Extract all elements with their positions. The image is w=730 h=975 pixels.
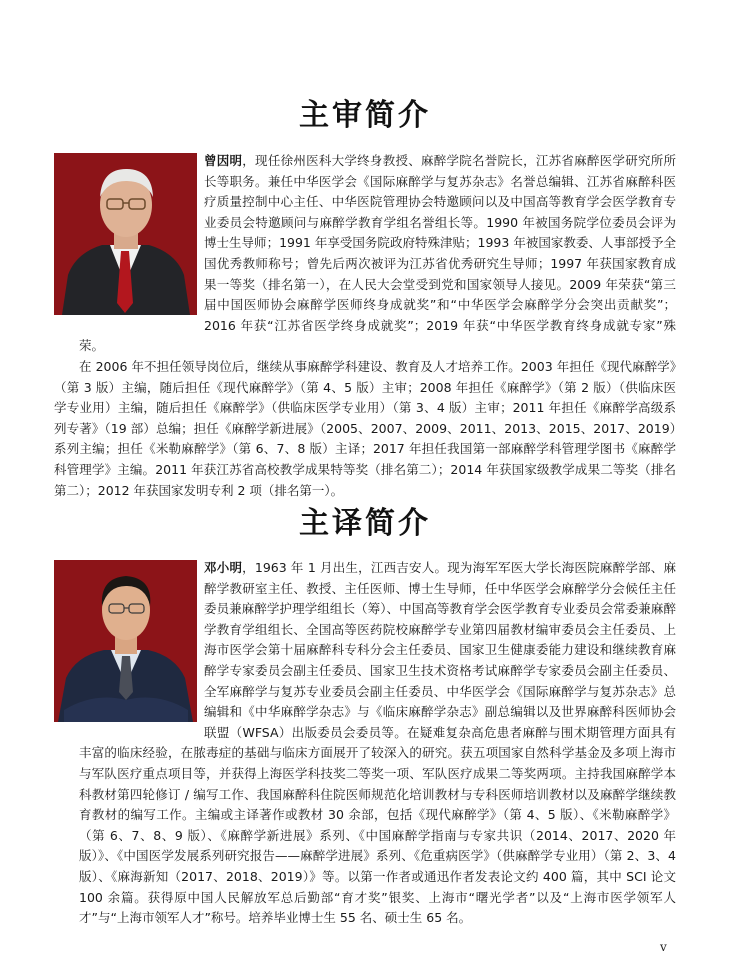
bio-chief-reviewer: [54, 151, 676, 501]
page-number: v: [660, 940, 667, 954]
bio-paragraph: 在 2006 年不担任领导岗位后，继续从事麻醉学科建设、教育及人才培养工作。2003 年担任《现代麻醉学》（第 3 版）主编，随后担任《现代麻醉学》（第 4、5 版）主审；2008 年担任《麻醉学》（第 2 版）（供临床医学专业用）主编，随后担任《麻醉学》（供临床医学专业用）（第 3、4 版）主审；2011 年担任《麻醉学高级系列专著》（19 部）总编；担任《麻醉学新进展》（2005、2007、2009、2011、2013、2015、2017、2019）系列主编；担任《米勒麻醉学》（第 6、7、8 版）主译；2017 年担任我国第一部麻醉学科管理学图书《麻醉学科管理学》主编。2011 年获江苏省高校教学成果特等奖（排名第二）；2014 年获国家级教学成果二等奖（排名第二）；2012 年获国家发明专利 2 项（排名第一）。: [54, 358, 676, 498]
bio-intro-text: ，现任徐州医科大学终身教授、麻醉学院名誉院长，江苏省麻醉医学研究所所长等职务。兼任中华医学会《国际麻醉学与复苏杂志》名誉总编辑、江苏省麻醉科医疗质量控制中心主任、中华医院管理协会特邀顾问以及中国高等教育学会医学教育专业委员会特邀顾问与麻醉学教育学组名誉组长等。1990 年被国务院学位委员会评为博士生导师；1991 年享受国务院政府特殊津贴；1993 年被国家教委、人事部授予全国优秀教师称号；曾先后两次被评为江苏省优秀研究生导师；1997 年获国家教育成果一等奖（排名第一），在人民大会堂受到党和国家领导人接见。2009 年荣获“第三届中国医师协会麻醉学医师终身成就奖”和“中华医学会麻醉学分会突出贡献奖”；2016 年获“江苏省医学终身成就奖”；2019 年获“中华医学教育终身成就专家”殊荣。: [79, 153, 676, 354]
person-name: 曾因明: [204, 153, 243, 168]
section-title-chief-translator: 主译简介: [299, 506, 431, 541]
bio-intro-text: ，1963 年 1 月出生，江西吉安人。现为海军军医大学长海医院麻醉学部、麻醉学教研室主任、教授、主任医师、博士生导师，任中华医学会麻醉学分会候任主任委员兼麻醉学护理学组组长（筹）、中国高等教育学会医学教育专业委员会常委兼麻醉学教育学组组长、全国高等医药院校麻醉学专业第四届教材编审委员会主任委员、上海市医学会第十届麻醉科专科分会主任委员、国家卫生健康委能力建设和继续教育麻醉学专家委员会副主任委员、国家卫生技术资格考试麻醉学专家委员会副主任委员、全军麻醉学与复苏专业委员会副主任委员、中华医学会《国际麻醉学与复苏杂志》总编辑和《中华麻醉学杂志》与《临床麻醉学杂志》副总编辑以及世界麻醉科医师协会联盟（WFSA）出版委员会委员等。在疑难复杂高危患者麻醉与围术期管理方面具有丰富的临床经验，在脓毒症的基础与临床方面展开了较深入的研究。获五项国家自然科学基金及多项上海市与军队医疗重点项目等，并获得上海医学科技奖二等奖一项、军队医疗成果二等奖两项。主持我国麻醉学本科教材第四轮修订 / 编写工作、我国麻醉科住院医师规范化培训教材与专科医师培训教材以及麻醉学继续教育教材的编写工作。主编或主译著作或教材 30 余部，包括《现代麻醉学》（第 4、5 版）、《米勒麻醉学》（第 6、7、8、9 版）、《麻醉学新进展》系列、《中国麻醉学指南与专家共识（2014、2017、2020 年版）》、《中国医学发展系列研究报告——麻醉学进展》系列、《危重病医学》（供麻醉学专业用）（第 2、3、4 版）、《麻海新知（2017、2018、2019）》等。以第一作者或通迅作者发表论文约 400 篇，其中 SCI 论文 100 余篇。获得原中国人民解放军总后勤部“育才奖”银奖、上海市“曙光学者”以及“上海市医学领军人才”与“上海市领军人才”称号。培养毕业博士生 55 名、硕士生 65 名。: [79, 560, 676, 926]
section-title-chief-reviewer: 主审简介: [299, 98, 431, 133]
person-name: 邓小明: [204, 560, 243, 575]
bio-chief-translator: [54, 558, 676, 929]
